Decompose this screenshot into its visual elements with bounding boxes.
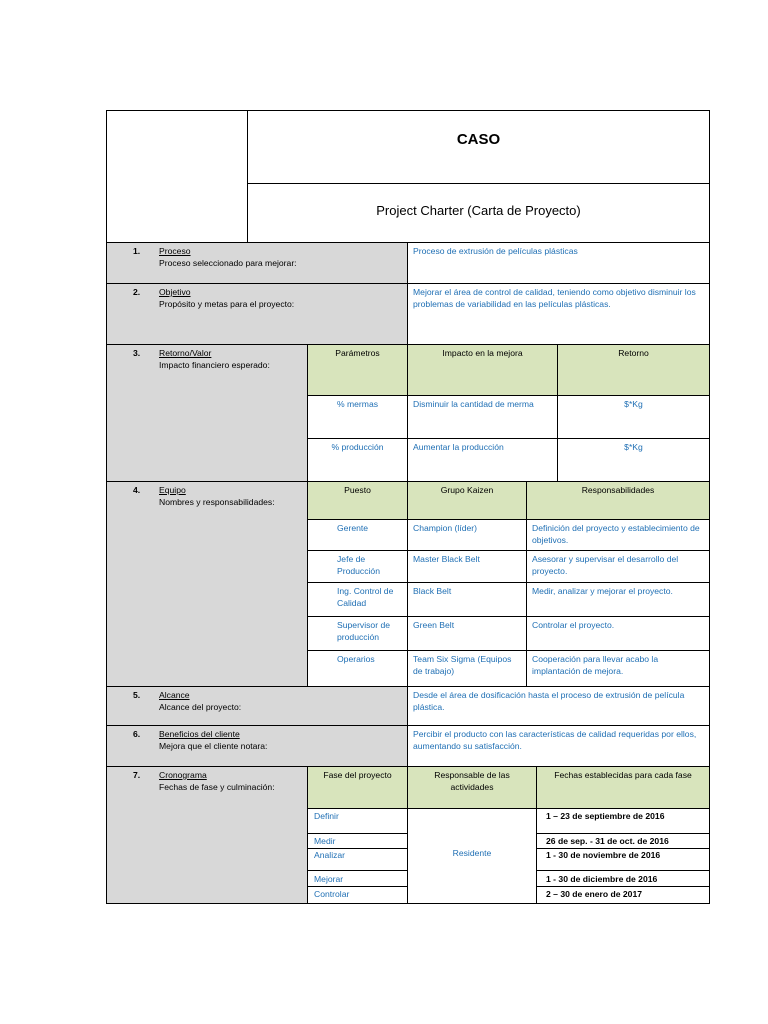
grupo-value: Champion (líder) [413,523,477,533]
caso-title: CASO [456,131,501,148]
logo-cell [106,110,248,243]
table-cell [526,519,710,551]
phase-cell [307,808,408,834]
table-cell [407,582,527,617]
objetivo-value-cell [407,283,710,345]
cronograma-header-cell [307,766,408,809]
table-cell [407,519,527,551]
table-cell [407,550,527,583]
retorno-subtitle: Impacto financiero esperado: [159,360,270,370]
parametro-value: % producción [331,442,384,452]
puesto-value: Gerente [337,523,369,533]
table-cell [307,582,408,617]
column-header: Puesto [344,485,371,495]
column-header: Fase del proyecto [323,770,392,780]
cronograma-header-cell [407,766,537,809]
date-cell [536,833,710,849]
date-cell [536,870,710,887]
equipo-header-cell [407,481,527,520]
table-cell [557,438,710,482]
column-header: Responsabilidades [581,485,655,495]
proceso-title: Proceso [159,246,191,256]
grupo-value: Team Six Sigma (Equipos de trabajo) [413,654,512,676]
table-cell [307,438,408,482]
alcance-value: Desde el área de dosificación hasta el proceso de extrusión de película plástica. [413,690,685,712]
proceso-value-cell [407,242,710,284]
table-cell [407,616,527,651]
objetivo-value: Mejorar el área de control de calidad, teniendo como objetivo disminuir los problemas de variabilidad en las películas plásticas. [413,287,696,309]
table-cell [407,395,558,439]
proceso-subtitle: Proceso seleccionado para mejorar: [159,258,297,268]
caso-cell [247,110,710,184]
item-number: 1. [133,246,141,256]
grupo-value: Black Belt [413,586,452,596]
date-cell [536,886,710,904]
objetivo-subtitle: Propósito y metas para el proyecto: [159,299,295,309]
column-header: Retorno [618,348,649,358]
beneficios-subtitle: Mejora que el cliente notara: [159,741,268,751]
phase-cell [307,833,408,849]
puesto-value: Jefe de Producción [337,554,380,576]
grupo-value: Master Black Belt [413,554,480,564]
objetivo-label-cell [106,283,408,345]
impacto-value: Aumentar la producción [413,442,504,452]
puesto-value: Operarios [337,654,375,664]
puesto-value: Supervisor de producción [337,620,391,642]
phase-value: Medir [314,836,336,846]
puesto-value: Ing. Control de Calidad [337,586,394,608]
responsabilidad-value: Definición del proyecto y establecimiento de objetivos. [532,523,700,545]
table-cell [407,650,527,687]
retorno-value: $*Kg [624,399,643,409]
alcance-subtitle: Alcance del proyecto: [159,702,242,712]
column-header: Impacto en la mejora [442,348,523,358]
retorno-header-cell [407,344,558,396]
date-value: 1 - 30 de noviembre de 2016 [546,850,661,860]
table-cell [557,395,710,439]
table-cell [526,582,710,617]
responsabilidad-value: Controlar el proyecto. [532,620,615,630]
date-value: 2 – 30 de enero de 2017 [546,889,643,899]
item-number: 4. [133,485,141,495]
table-cell [307,616,408,651]
retorno-title: Retorno/Valor [159,348,212,358]
phase-cell [307,886,408,904]
table-cell [307,395,408,439]
table-cell [526,650,710,687]
date-value: 1 - 30 de diciembre de 2016 [546,874,658,884]
table-cell [526,550,710,583]
retorno-value: $*Kg [624,442,643,452]
alcance-title: Alcance [159,690,190,700]
date-cell [536,848,710,871]
column-header: Responsable de las actividades [434,770,510,792]
date-cell [536,808,710,834]
beneficios-title: Beneficios del cliente [159,729,240,739]
column-header: Fechas establecidas para cada fase [554,770,692,780]
responsable-value: Residente [452,848,492,858]
item-number: 5. [133,690,141,700]
charter-cell [247,183,710,243]
equipo-subtitle: Nombres y responsabilidades: [159,497,275,507]
column-header: Grupo Kaizen [440,485,494,495]
phase-value: Mejorar [314,874,344,884]
cronograma-subtitle: Fechas de fase y culminación: [159,782,275,792]
phase-value: Definir [314,811,339,821]
equipo-label-cell [106,481,308,687]
item-number: 6. [133,729,141,739]
date-value: 26 de sep. - 31 de oct. de 2016 [546,836,669,846]
cronograma-header-cell [536,766,710,809]
table-cell [407,438,558,482]
equipo-title: Equipo [159,485,186,495]
retorno-header-cell [557,344,710,396]
equipo-header-cell [307,481,408,520]
column-header: Parámetros [335,348,380,358]
item-number: 2. [133,287,141,297]
item-number: 7. [133,770,141,780]
grupo-value: Green Belt [413,620,455,630]
responsable-cell [407,808,537,904]
retorno-header-cell [307,344,408,396]
phase-value: Analizar [314,850,346,860]
item-number: 3. [133,348,141,358]
beneficios-value: Percibir el producto con las características de calidad requeridas por ellos, aumentando su satisfacción. [413,729,697,751]
beneficios-value-cell [407,725,710,767]
cronograma-title: Cronograma [159,770,207,780]
table-cell [307,519,408,551]
project-charter-document [106,110,710,904]
impacto-value: Disminuir la cantidad de merma [413,399,534,409]
charter-title: Project Charter (Carta de Proyecto) [376,203,581,218]
responsabilidad-value: Medir, analizar y mejorar el proyecto. [532,586,673,596]
responsabilidad-value: Cooperación para llevar acabo la implantación de mejora. [532,654,659,676]
retorno-label-cell [106,344,308,482]
table-cell [307,650,408,687]
phase-cell [307,870,408,887]
table-cell [526,616,710,651]
date-value: 1 – 23 de septiembre de 2016 [546,811,665,821]
alcance-value-cell [407,686,710,726]
alcance-label-cell [106,686,408,726]
responsabilidad-value: Asesorar y supervisar el desarrollo del proyecto. [532,554,679,576]
proceso-value: Proceso de extrusión de películas plásticas [413,246,578,256]
phase-cell [307,848,408,871]
beneficios-label-cell [106,725,408,767]
cronograma-label-cell [106,766,308,904]
table-cell [307,550,408,583]
objetivo-title: Objetivo [159,287,191,297]
equipo-header-cell [526,481,710,520]
proceso-label-cell [106,242,408,284]
phase-value: Controlar [314,889,350,899]
parametro-value: % mermas [336,399,379,409]
